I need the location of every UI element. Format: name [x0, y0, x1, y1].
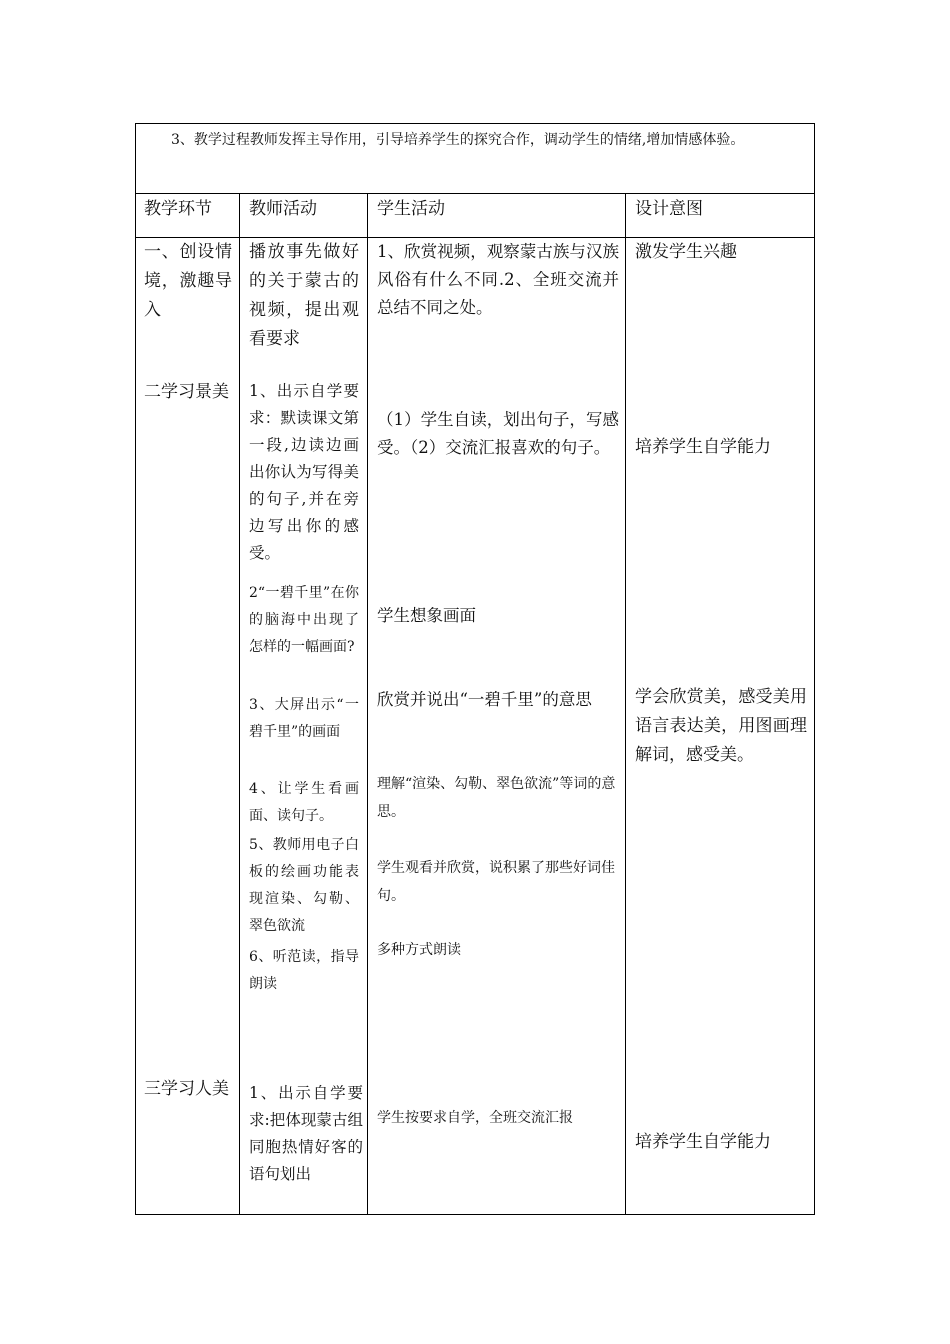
student-3-1: 学生按要求自学，全班交流汇报: [377, 1110, 573, 1126]
stage-3: 三学习人美: [144, 1079, 229, 1099]
header-teacher: 教师活动: [249, 199, 317, 219]
teacher-2-3: 3、大屏出示“一碧千里”的画面: [249, 697, 359, 740]
teacher-2-5: 5、教师用电子白板的绘画功能表现渲染、勾勒、翠色欲流: [249, 837, 359, 934]
stage-2: 二学习景美: [144, 382, 229, 402]
column-divider: [625, 193, 626, 1215]
teacher-2-2: 2“一碧千里”在你的脑海中出现了怎样的一幅画面?: [249, 585, 359, 655]
student-2-2: 学生想象画面: [377, 606, 476, 625]
teacher-2-6: 6、听范读，指导朗读: [249, 949, 359, 992]
intent-2-2: 学会欣赏美，感受美用语言表达美，用图画理解词，感受美。: [635, 687, 807, 765]
student-2-6: 多种方式朗读: [377, 942, 461, 958]
intent-1: 激发学生兴趣: [635, 242, 737, 262]
row-divider: [135, 193, 815, 194]
student-1: 1、欣赏视频，观察蒙古族与汉族风俗有什么不同.2、全班交流并总结不同之处。: [377, 242, 619, 317]
stage-1: 一、创设情境，激趣导入: [144, 242, 232, 320]
column-divider: [367, 193, 368, 1215]
header-intent: 设计意图: [635, 199, 703, 219]
student-2-5: 学生观看并欣赏，说积累了那些好词佳句。: [377, 860, 615, 904]
header-student: 学生活动: [377, 199, 445, 219]
teacher-3-1: 1、出示自学要求:把体现蒙古组同胞热情好客的语句划出: [249, 1084, 363, 1183]
student-2-3: 欣赏并说出“一碧千里”的意思: [377, 690, 592, 709]
intent-3-1: 培养学生自学能力: [635, 1132, 771, 1152]
teacher-2-1: 1、出示自学要求：默读课文第一段,边读边画出你认为写得美的句子,并在旁边写出你的感受。: [249, 382, 359, 562]
student-2-4: 理解“渲染、勾勒、翠色欲流”等词的意思。: [377, 776, 616, 820]
teacher-2-4: 4、让学生看画面、读句子。: [249, 781, 359, 824]
student-2-1: （1）学生自读，划出句子，写感受。（2）交流汇报喜欢的句子。: [377, 410, 619, 457]
intent-2-1: 培养学生自学能力: [635, 437, 771, 457]
teacher-1: 播放事先做好的关于蒙古的视频，提出观看要求: [249, 242, 359, 349]
header-stage: 教学环节: [144, 199, 212, 219]
column-divider: [239, 193, 240, 1215]
intro-text: 3、教学过程教师发挥主导作用，引导培养学生的探究合作，调动学生的情绪,增加情感体验。: [171, 132, 745, 148]
